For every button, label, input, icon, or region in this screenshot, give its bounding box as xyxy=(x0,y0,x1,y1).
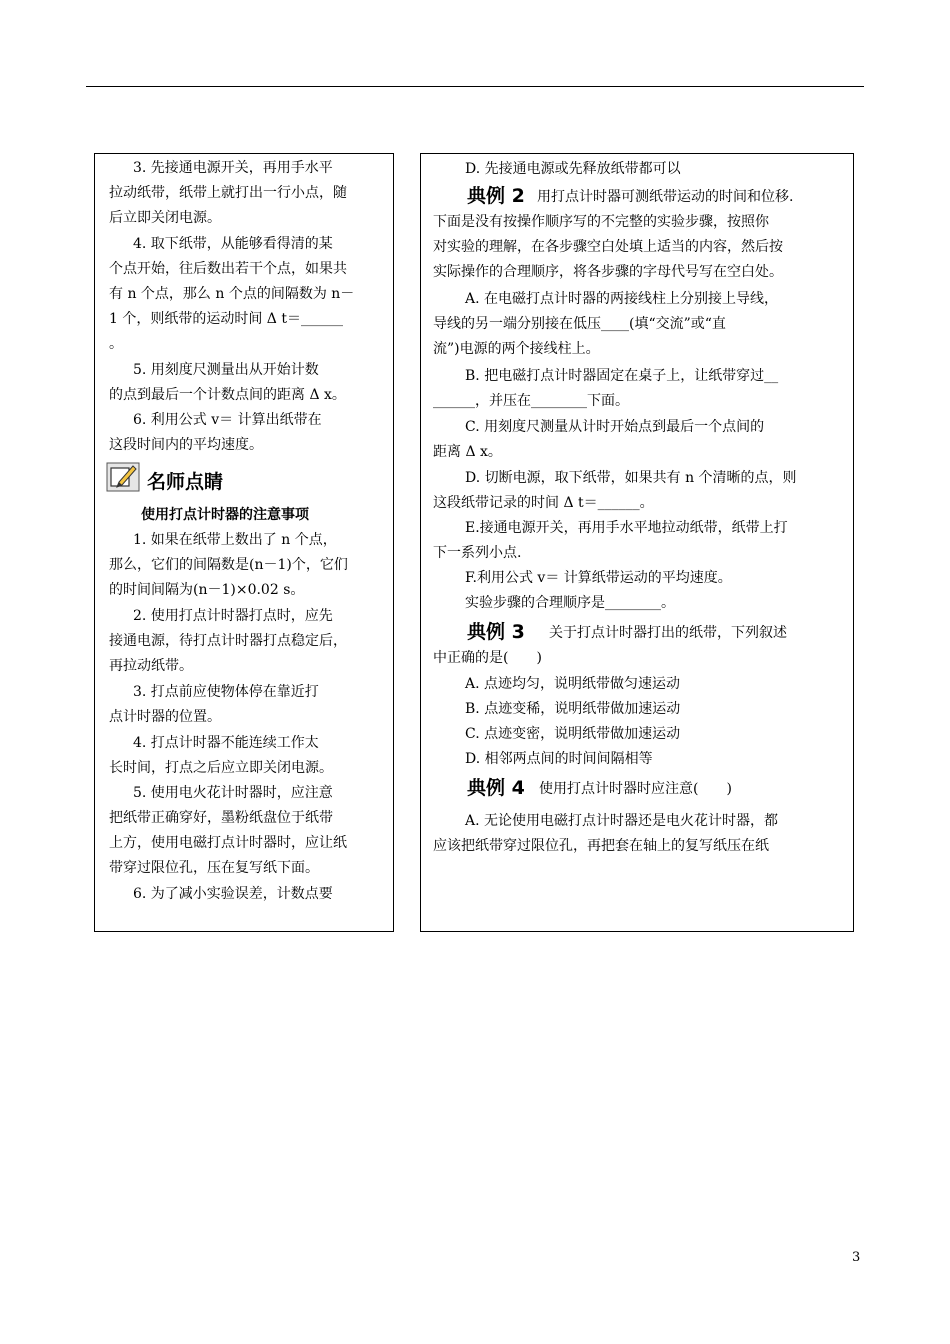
text-line: 接通电源，待打点计时器打点稳定后， xyxy=(109,633,347,649)
text-line: 下一系列小点. xyxy=(433,545,522,561)
header-rule xyxy=(86,86,864,87)
section-subtitle: 使用打点计时器的注意事项 xyxy=(141,507,309,523)
example-2-label: 典例 2 xyxy=(467,185,525,207)
text-line: 1. 如果在纸带上数出了 n 个点， xyxy=(133,532,337,548)
text-line: 这段纸带记录的时间 Δ t＝______。 xyxy=(433,495,654,511)
text-line: E.接通电源开关，再用手水平地拉动纸带，纸带上打 xyxy=(465,520,788,536)
text-line: 。 xyxy=(109,336,123,352)
text-line: 中正确的是( ) xyxy=(433,650,542,666)
text-line: ______，并压在________下面。 xyxy=(433,393,629,409)
text-line: C. 点迹变密，说明纸带做加速运动 xyxy=(465,726,681,742)
text-line: 对实验的理解，在各步骤空白处填上适当的内容，然后按 xyxy=(433,239,783,255)
text-line: A. 点迹均匀，说明纸带做匀速运动 xyxy=(465,676,681,692)
left-column xyxy=(94,153,394,932)
text-line: 后立即关闭电源。 xyxy=(109,210,221,226)
text-line: 这段时间内的平均速度。 xyxy=(109,437,263,453)
text-line: 导线的另一端分别接在低压____(填“交流”或“直 xyxy=(433,316,726,332)
text-line: 的点到最后一个计数点间的距离 Δ x。 xyxy=(109,387,346,403)
example-4-label: 典例 4 xyxy=(467,777,525,799)
text-line: D. 相邻两点间的时间间隔相等 xyxy=(465,751,653,767)
text-line: 带穿过限位孔，压在复写纸下面。 xyxy=(109,860,319,876)
text-line: 6. 利用公式 v＝ 计算出纸带在 xyxy=(133,412,322,428)
example-3-label: 典例 3 xyxy=(467,621,525,643)
text-line: 把纸带正确穿好，墨粉纸盘位于纸带 xyxy=(109,810,333,826)
text-line: 那么，它们的间隔数是(n－1)个，它们 xyxy=(109,557,348,573)
text-line: B. 点迹变稀，说明纸带做加速运动 xyxy=(465,701,681,717)
pencil-note-icon xyxy=(106,462,140,492)
text-line: 3. 先接通电源开关，再用手水平 xyxy=(133,160,333,176)
text-line: 5. 用刻度尺测量出从开始计数 xyxy=(133,362,319,378)
text-line: 使用打点计时器时应注意( ) xyxy=(539,781,732,797)
text-line: C. 用刻度尺测量从计时开始点到最后一个点间的 xyxy=(465,419,765,435)
text-line: 拉动纸带，纸带上就打出一行小点，随 xyxy=(109,185,347,201)
text-line: 距离 Δ x。 xyxy=(433,444,502,460)
text-line: 6. 为了减小实验误差，计数点要 xyxy=(133,886,333,902)
text-line: 关于打点计时器打出的纸带，下列叙述 xyxy=(549,625,787,641)
text-line: 点计时器的位置。 xyxy=(109,709,221,725)
text-line: 用打点计时器可测纸带运动的时间和位移. xyxy=(537,189,794,205)
text-line: 实际操作的合理顺序，将各步骤的字母代号写在空白处。 xyxy=(433,264,783,280)
text-line: 5. 使用电火花计时器时，应注意 xyxy=(133,785,333,801)
text-line: 个点开始，往后数出若干个点，如果共 xyxy=(109,261,347,277)
text-line: 长时间，打点之后应立即关闭电源。 xyxy=(109,760,333,776)
text-line: 再拉动纸带。 xyxy=(109,658,193,674)
text-line: A. 无论使用电磁打点计时器还是电火花计时器，都 xyxy=(465,813,779,829)
text-line: A. 在电磁打点计时器的两接线柱上分别接上导线， xyxy=(465,291,779,307)
text-line: B. 把电磁打点计时器固定在桌子上，让纸带穿过__ xyxy=(465,368,779,384)
text-line: 流”)电源的两个接线柱上。 xyxy=(433,341,600,357)
text-line: 应该把纸带穿过限位孔，再把套在轴上的复写纸压在纸 xyxy=(433,838,769,854)
text-line: D. 先接通电源或先释放纸带都可以 xyxy=(465,161,681,177)
text-line: 实验步骤的合理顺序是________。 xyxy=(465,595,675,611)
text-line: 有 n 个点，那么 n 个点的间隔数为 n－ xyxy=(109,286,355,302)
text-line: 1 个，则纸带的运动时间 Δ t＝______ xyxy=(109,311,343,327)
text-line: D. 切断电源，取下纸带，如果共有 n 个清晰的点，则 xyxy=(465,470,797,486)
text-line: F.利用公式 v＝ 计算纸带运动的平均速度。 xyxy=(465,570,732,586)
right-column xyxy=(420,153,854,932)
section-title: 名师点睛 xyxy=(147,471,224,493)
text-line: 2. 使用打点计时器打点时，应先 xyxy=(133,608,333,624)
text-line: 下面是没有按操作顺序写的不完整的实验步骤，按照你 xyxy=(433,214,769,230)
text-line: 3. 打点前应使物体停在靠近打 xyxy=(133,684,319,700)
text-line: 上方，使用电磁打点计时器时，应让纸 xyxy=(109,835,347,851)
text-line: 的时间间隔为(n－1)×0.02 s。 xyxy=(109,582,305,598)
text-line: 4. 取下纸带，从能够看得清的某 xyxy=(133,236,333,252)
page-number: 3 xyxy=(852,1250,861,1265)
text-line: 4. 打点计时器不能连续工作太 xyxy=(133,735,319,751)
